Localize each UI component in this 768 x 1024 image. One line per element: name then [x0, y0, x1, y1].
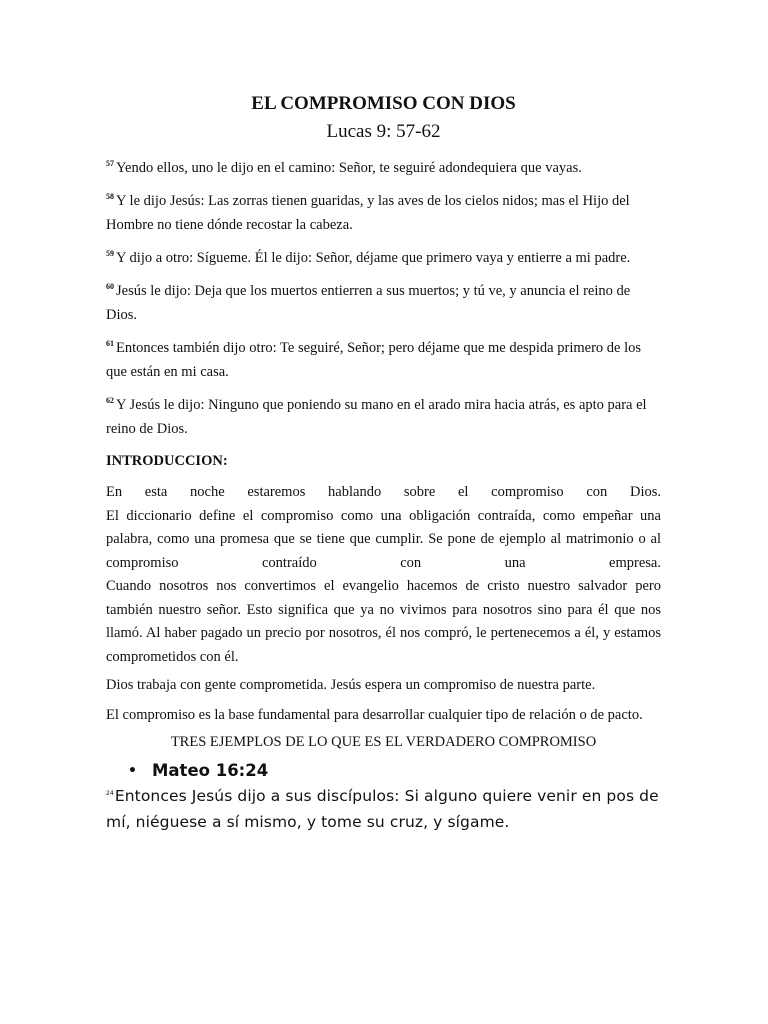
bullet-icon: • [128, 763, 137, 779]
verse-number: 58 [106, 192, 114, 202]
verse-62 [106, 393, 661, 441]
verse-number: 62 [106, 396, 114, 406]
intro-line: El diccionario define el compromiso como una obligación contraída, como empeñar una palabra, como una promesa que se tiene que cumplir. Se pone de ejemplo al matrimonio o al compromiso contraído con una empresa. [106, 507, 661, 571]
verse-58 [106, 189, 661, 237]
verse-text: Y dijo a otro: Sígueme. Él le dijo: Señor, déjame que primero vaya y entierre a mi padre. [116, 250, 631, 266]
verse-text: Y Jesús le dijo: Ninguno que poniendo su mano en el arado mira hacia atrás, es apto para el reino de Dios. [106, 397, 647, 437]
verse-57 [106, 156, 661, 180]
verse-59 [106, 246, 661, 270]
verse-number: 24 [106, 789, 114, 797]
verse-number: 60 [106, 282, 114, 292]
section-heading: TRES EJEMPLOS DE LO QUE ES EL VERDADERO COMPROMISO [170, 734, 597, 750]
intro-line: En esta noche estaremos hablando sobre el compromiso con Dios. [106, 484, 661, 500]
verse-number: 57 [106, 159, 114, 169]
intro-line: Cuando nosotros nos convertimos el evangelio hacemos de cristo nuestro salvador pero también nuestro señor. Esto significa que ya no vivimos para nosotros sino para él que nos llamó. Al haber pagado un precio por nosotros, él nos compró, le pertenecemos a él, y estamos comprometidos con él. [106, 578, 661, 665]
verse-text: Entonces Jesús dijo a sus discípulos: Si alguno quiere venir en pos de mí, niéguese a sí mismo, y tome su cruz, y sígame. [106, 787, 659, 831]
verse-60 [106, 279, 661, 327]
verse-number: 59 [106, 249, 114, 259]
verse-text: Yendo ellos, uno le dijo en el camino: Señor, te seguiré adondequiera que vayas. [116, 160, 582, 176]
document-page [106, 92, 661, 835]
verse-61 [106, 336, 661, 384]
bullet-text: Mateo 16:24 [152, 761, 269, 780]
page-title: EL COMPROMISO CON DIOS [251, 93, 516, 114]
verse-number: 61 [106, 339, 114, 349]
verse-text: Y le dijo Jesús: Las zorras tienen guaridas, y las aves de los cielos nidos; mas el Hijo del Hombre no tiene dónde recostar la cabeza. [106, 193, 630, 233]
paragraph-base: El compromiso es la base fundamental para desarrollar cualquier tipo de relación o de pacto. [106, 707, 643, 723]
bullet-list [106, 759, 661, 783]
introduction-heading: INTRODUCCION: [106, 453, 228, 469]
verse-text: Jesús le dijo: Deja que los muertos entierren a sus muertos; y tú ve, y anuncia el reino de Dios. [106, 283, 631, 323]
scripture-reference: Lucas 9: 57-62 [326, 121, 441, 142]
list-item [106, 759, 661, 783]
verse-text: Entonces también dijo otro: Te seguiré, Señor; pero déjame que me despida primero de los que están en mi casa. [106, 340, 642, 380]
paragraph-dios: Dios trabaja con gente comprometida. Jesús espera un compromiso de nuestra parte. [106, 677, 596, 693]
mateo-verse [106, 783, 661, 835]
